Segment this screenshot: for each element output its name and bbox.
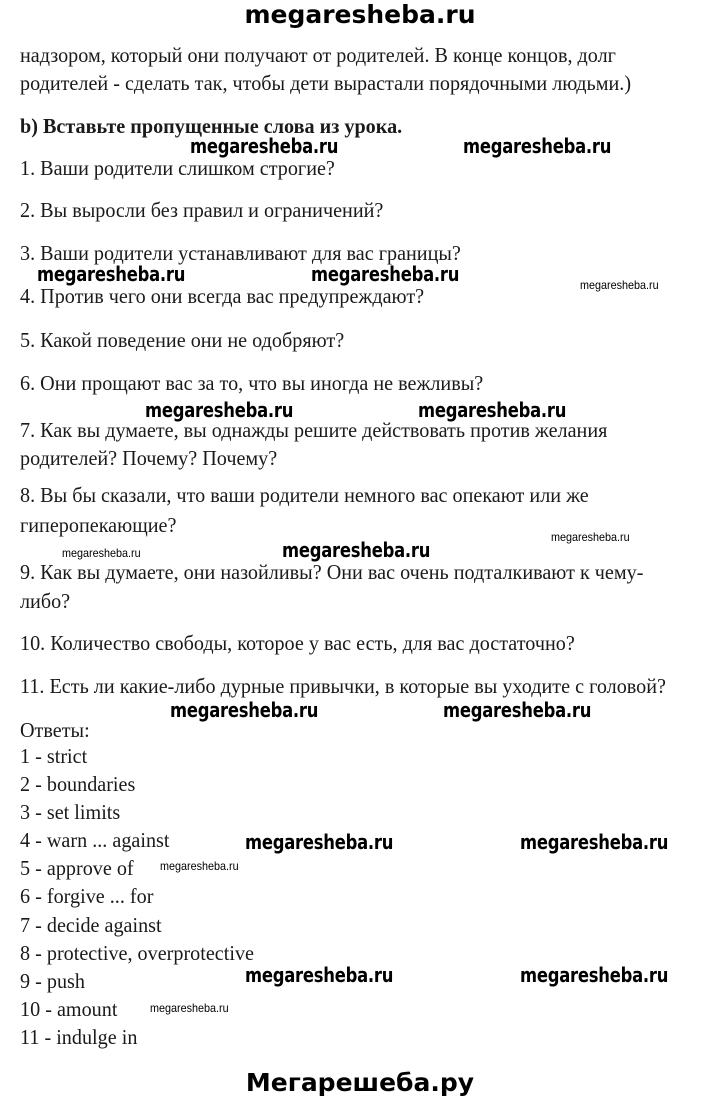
answer: 8 - protective, overprotective [20,941,254,965]
watermark: megaresheba.ru [282,538,431,562]
answer: 6 - forgive ... for [20,884,154,908]
answer: 5 - approve of [20,856,134,880]
watermark-small: megaresheba.ru [62,546,141,560]
question: 10. Количество свободы, которое у вас есть, для вас достаточно? [20,631,575,655]
footer-site-name: Мегарешеба.ру [245,1068,475,1097]
watermark-small: megaresheba.ru [150,1001,229,1015]
watermark: megaresheba.ru [463,134,612,158]
answers-label: Ответы: [20,718,90,742]
question: 5. Какой поведение они не одобряют? [20,328,345,352]
question: 8. Вы бы сказали, что ваши родители немного вас опекают или же [20,483,589,507]
watermark: megaresheba.ru [170,698,319,722]
answer: 4 - warn ... against [20,828,170,852]
watermark: megaresheba.ru [190,134,339,158]
question: 11. Есть ли какие-либо дурные привычки, в которые вы уходите с головой? [20,674,666,698]
header-watermark: megaresheba.ru [244,0,476,29]
question: 7. Как вы думаете, вы однажды решите действовать против желания [20,418,608,442]
answer: 9 - push [20,969,85,993]
answer: 7 - decide against [20,913,162,937]
answer: 2 - boundaries [20,772,136,796]
watermark: megaresheba.ru [311,262,460,286]
question: гиперопекающие? [20,513,177,537]
watermark: megaresheba.ru [245,963,394,987]
question: либо? [20,589,71,613]
watermark: megaresheba.ru [443,698,592,722]
question: 2. Вы выросли без правил и ограничений? [20,198,384,222]
question: 1. Ваши родители слишком строгие? [20,156,335,180]
watermark-small: megaresheba.ru [580,278,659,292]
intro-line: родителей - сделать так, чтобы дети вырастали порядочными людьми.) [20,71,632,95]
watermark: megaresheba.ru [245,830,394,854]
answer: 1 - strict [20,744,88,768]
section-heading: b) Вставьте пропущенные слова из урока. [20,114,403,138]
watermark: megaresheba.ru [145,398,294,422]
question: 4. Против чего они всегда вас предупреждают? [20,284,425,308]
question: родителей? Почему? Почему? [20,446,278,470]
answer: 10 - amount [20,997,118,1021]
answer: 11 - indulge in [20,1025,138,1049]
watermark: megaresheba.ru [418,398,567,422]
answer: 3 - set limits [20,800,121,824]
question: 3. Ваши родители устанавливают для вас границы? [20,241,461,265]
watermark-small: megaresheba.ru [160,859,239,873]
watermark-small: megaresheba.ru [551,530,630,544]
intro-line: надзором, который они получают от родителей. В конце концов, долг [20,43,616,67]
question: 6. Они прощают вас за то, что вы иногда не вежливы? [20,371,484,395]
question: 9. Как вы думаете, они назойливы? Они вас очень подталкивают к чему- [20,560,644,584]
watermark: megaresheba.ru [520,830,669,854]
watermark: megaresheba.ru [37,262,186,286]
watermark: megaresheba.ru [520,963,669,987]
